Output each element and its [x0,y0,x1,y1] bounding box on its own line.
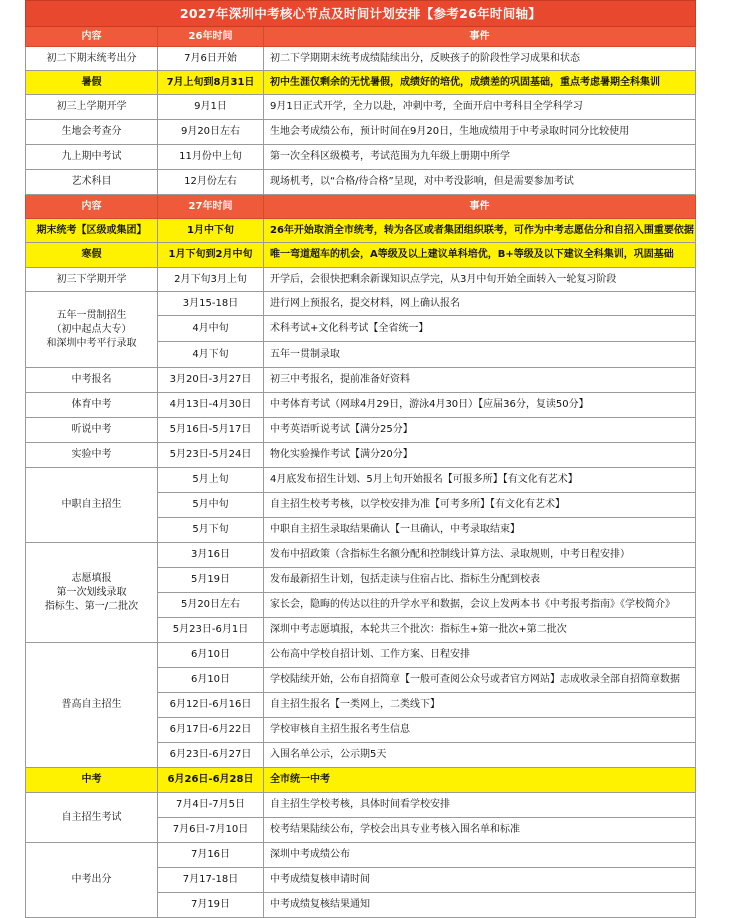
row-content: 期末统考【区级或集团】 [26,219,158,243]
row-time: 4月下旬 [158,342,264,368]
header-row [26,27,696,47]
row-time: 5月下旬 [158,518,264,543]
header-content: 内容 [26,195,158,219]
header-time: 26年时间 [158,27,264,47]
table-row [26,793,696,818]
group-vocational-admission: 中职自主招生 [26,468,158,543]
group-independent-exam: 自主招生考试 [26,793,158,843]
row-time: 3月15-18日 [158,292,264,316]
row-time: 7月17-18日 [158,868,264,893]
schedule-table [25,0,696,918]
row-content: 中考 [26,768,158,793]
row-content: 初三上学期开学 [26,95,158,120]
row-event: 26年开始取消全市统考，转为各区或者集团组织联考，可作为中考志愿估分和自招入围重要依据 [264,219,696,243]
row-time: 4月13日-4月30日 [158,393,264,418]
row-time: 7月19日 [158,893,264,918]
group-application [26,543,158,643]
row-time: 5月20日左右 [158,593,264,618]
group-score-release: 中考出分 [26,843,158,918]
header-event: 事件 [264,27,696,47]
table-row [26,47,696,71]
row-time: 1月中下旬 [158,219,264,243]
row-time: 3月16日 [158,543,264,568]
group-label-line: 指标生、第一/二批次 [44,600,139,612]
table-row [26,843,696,868]
row-event: 生地会考成绩公布，预计时间在9月20日，生地成绩用于中考录取时同分比较使用 [264,120,696,145]
row-event: 物化实验操作考试【满分20分】 [264,443,696,468]
highlight-row [26,243,696,268]
row-time: 4月中旬 [158,316,264,342]
row-time: 7月16日 [158,843,264,868]
row-time: 6月26日-6月28日 [158,768,264,793]
header-content: 内容 [26,27,158,47]
row-time: 2月下旬3月上旬 [158,268,264,292]
table-row [26,393,696,418]
table-row [26,418,696,443]
row-time: 3月20日-3月27日 [158,368,264,393]
row-content: 九上期中考试 [26,145,158,170]
row-time: 5月23日-5月24日 [158,443,264,468]
row-event: 自主招生报名【一类网上，二类线下】 [264,693,696,718]
group-label-line: 第一次划线录取 [56,586,127,598]
row-event: 校考结果陆续公布，学校会出具专业考核入围名单和标准 [264,818,696,843]
row-content: 实验中考 [26,443,158,468]
table-row [26,145,696,170]
row-event: 第一次全科区级模考，考试范围为九年级上册期中所学 [264,145,696,170]
row-content: 暑假 [26,71,158,95]
row-event: 术科考试+文化科考试【全省统一】 [264,316,696,342]
row-time: 6月10日 [158,643,264,668]
row-event: 中考成绩复核申请时间 [264,868,696,893]
row-content: 初三下学期开学 [26,268,158,292]
row-event: 入围名单公示，公示期5天 [264,743,696,768]
row-event: 初二下学期期末统考成绩陆续出分，反映孩子的阶段性学习成果和状态 [264,47,696,71]
row-event: 公布高中学校自招计划、工作方案、日程安排 [264,643,696,668]
group-label-line: 五年一贯制招生 [56,309,127,321]
row-time: 6月17日-6月22日 [158,718,264,743]
table-row [26,95,696,120]
row-content: 寒假 [26,243,158,268]
group-high-school-admission: 普高自主招生 [26,643,158,768]
row-content: 艺术科目 [26,170,158,195]
row-event: 开学后，会很快把剩余新课知识点学完，从3月中旬开始全面转入一轮复习阶段 [264,268,696,292]
table-row [26,443,696,468]
row-event: 发布中招政策（含指标生名额分配和控制线计算方法、录取规则，中考日程安排） [264,543,696,568]
schedule-sheet [25,0,695,918]
table-row [26,120,696,145]
row-time: 5月中旬 [158,493,264,518]
row-time: 9月20日左右 [158,120,264,145]
row-event: 9月1日正式开学，全力以赴，冲刺中考，全面开启中考科目全学科学习 [264,95,696,120]
row-event: 中考英语听说考试【满分25分】 [264,418,696,443]
row-time: 5月16日-5月17日 [158,418,264,443]
table-row [26,292,696,316]
row-time: 6月23日-6月27日 [158,743,264,768]
row-time: 1月下旬到2月中旬 [158,243,264,268]
row-time: 7月4日-7月5日 [158,793,264,818]
row-event: 学校陆续开始，公布自招简章【一般可查阅公众号或者官方网站】志成收录全部自招简章数据 [264,668,696,693]
row-event: 初三中考报名，提前准备好资料 [264,368,696,393]
row-event: 学校审核自主招生报名考生信息 [264,718,696,743]
row-event: 深圳中考成绩公布 [264,843,696,868]
row-event: 深圳中考志愿填报，本轮共三个批次：指标生+第一批次+第二批次 [264,618,696,643]
row-event: 4月底发布招生计划、5月上旬开始报名【可报多所】【有文化有艺术】 [264,468,696,493]
row-event: 家长会，隐晦的传达以往的升学水平和数据，会议上发两本书《中考报考指南》《学校简介》 [264,593,696,618]
row-content: 初二下期末统考出分 [26,47,158,71]
group-label-line: 和深圳中考平行录取 [46,337,137,349]
row-time: 5月上旬 [158,468,264,493]
group-label-line: 志愿填报 [71,572,112,584]
row-time: 11月份中上旬 [158,145,264,170]
row-event: 唯一弯道超车的机会，A等级及以上建议单科培优，B+等级及以下建议全科集训，巩固基础 [264,243,696,268]
row-content: 生地会考查分 [26,120,158,145]
row-time: 7月6日开始 [158,47,264,71]
row-event: 自主招生学校考核，具体时间看学校安排 [264,793,696,818]
group-five-year-program [26,292,158,368]
highlight-row [26,219,696,243]
row-event: 发布最新招生计划，包括走读与住宿占比、指标生分配到校表 [264,568,696,593]
table-row [26,543,696,568]
row-event: 初中生涯仅剩余的无忧暑假，成绩好的培优，成绩差的巩固基础，重点考虑暑期全科集训 [264,71,696,95]
table-row [26,468,696,493]
group-label-line: （初中起点大专） [51,323,132,335]
header-row [26,195,696,219]
row-event: 中职自主招生录取结果确认【一旦确认，中考录取结束】 [264,518,696,543]
row-content: 中考报名 [26,368,158,393]
row-event: 现场机考，以“合格/待合格”呈现，对中考没影响，但是需要参加考试 [264,170,696,195]
row-time: 12月份左右 [158,170,264,195]
row-event: 中考体育考试（网球4月29日，游泳4月30日）【应届36分，复读50分】 [264,393,696,418]
table-title: 2027年深圳中考核心节点及时间计划安排【参考26年时间轴】 [26,1,696,27]
row-content: 体育中考 [26,393,158,418]
row-event: 全市统一中考 [264,768,696,793]
row-event: 自主招生校考考核，以学校安排为准【可考多所】【有文化有艺术】 [264,493,696,518]
row-time: 6月10日 [158,668,264,693]
table-row [26,643,696,668]
highlight-row [26,768,696,793]
table-row [26,368,696,393]
table-row [26,170,696,195]
row-time: 5月19日 [158,568,264,593]
row-time: 6月12日-6月16日 [158,693,264,718]
row-time: 7月6日-7月10日 [158,818,264,843]
row-event: 中考成绩复核结果通知 [264,893,696,918]
highlight-row [26,71,696,95]
header-event: 事件 [264,195,696,219]
row-time: 5月23日-6月1日 [158,618,264,643]
row-time: 7月上旬到8月31日 [158,71,264,95]
row-event: 进行网上预报名，提交材料，网上确认报名 [264,292,696,316]
row-content: 听说中考 [26,418,158,443]
row-time: 9月1日 [158,95,264,120]
row-event: 五年一贯制录取 [264,342,696,368]
header-time: 27年时间 [158,195,264,219]
table-row [26,268,696,292]
